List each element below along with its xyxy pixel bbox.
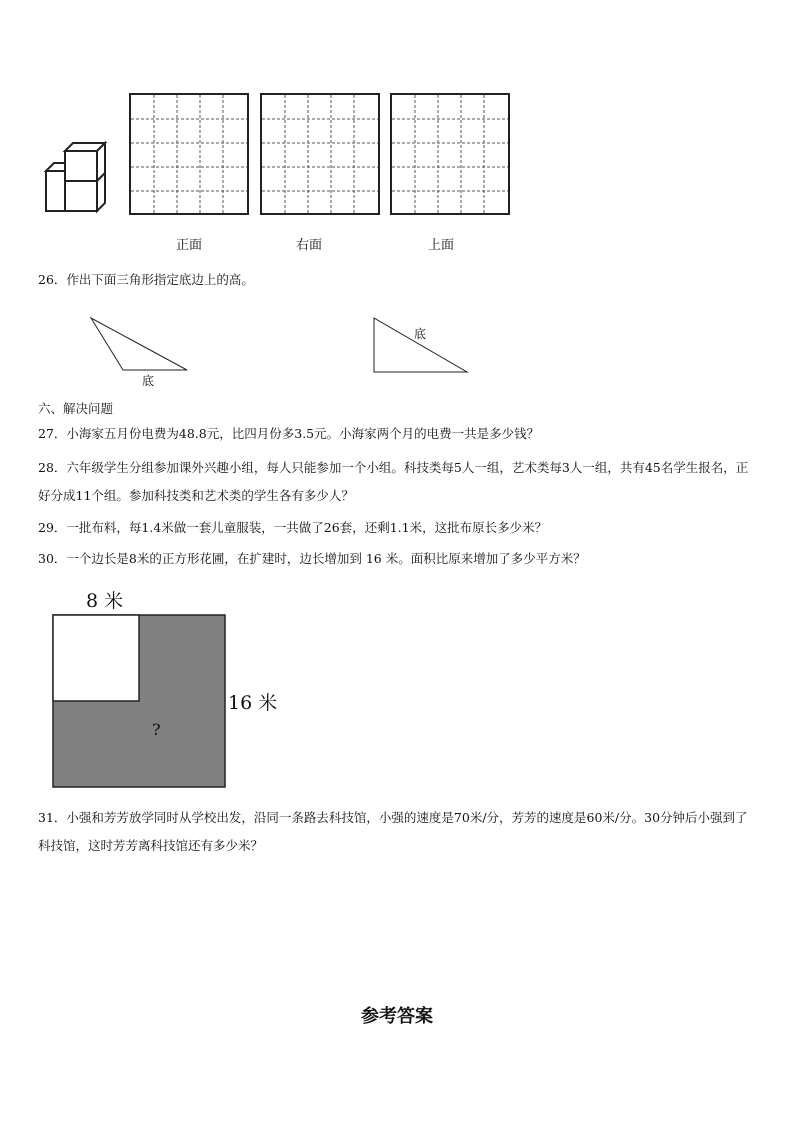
grid-lines (392, 95, 508, 213)
grid-right (260, 93, 380, 215)
triangle-2-base-label: 底 (414, 327, 427, 341)
answers-title: 参考答案 (361, 1006, 433, 1027)
big-side-label: 16 米 (228, 692, 278, 714)
grid-lines (262, 95, 378, 213)
front-view-label: 正面 (176, 238, 203, 253)
grid-top (390, 93, 510, 215)
cube-figure (44, 138, 116, 216)
small-side-label: 8 米 (86, 590, 124, 612)
section-heading: 六、解决问题 (38, 401, 114, 416)
grid-front (129, 93, 249, 215)
triangle-obtuse (85, 312, 195, 388)
right-view-label: 右面 (296, 238, 323, 253)
top-view-label: 上面 (428, 238, 455, 253)
triangle-right (368, 312, 474, 378)
question-27: 27．小海家五月份电费为48.8元，比四月份多3.5元。小海家两个月的电费一共是多少钱？ (38, 426, 540, 441)
question-30: 30．一个边长是8米的正方形花圃，在扩建时，边长增加到 16 米。面积比原来增加了多少平方米？ (38, 551, 586, 566)
unknown-area-label: ? (152, 720, 161, 739)
question-28: 28．六年级学生分组参加课外兴趣小组，每人只能参加一个小组。科技类每5人一组，艺术类每3人一组，共有45名学生报名，正好分成11个组。参加科技类和艺术类的学生各有多少人？ (38, 460, 749, 503)
grid-lines (131, 95, 247, 213)
square-diagram (52, 614, 228, 790)
question-26: 26．作出下面三角形指定底边上的高。 (38, 272, 254, 287)
question-29: 29．一批布料，每1.4米做一套儿童服装，一共做了26套，还剩1.1米，这批布原长多少米？ (38, 520, 548, 535)
triangle-1-base-label: 底 (142, 374, 155, 388)
question-31: 31．小强和芳芳放学同时从学校出发，沿同一条路去科技馆，小强的速度是70米/分，芳芳的速度是60米/分。30分钟后小强到了科技馆，这时芳芳离科技馆还有多少米？ (38, 810, 748, 853)
